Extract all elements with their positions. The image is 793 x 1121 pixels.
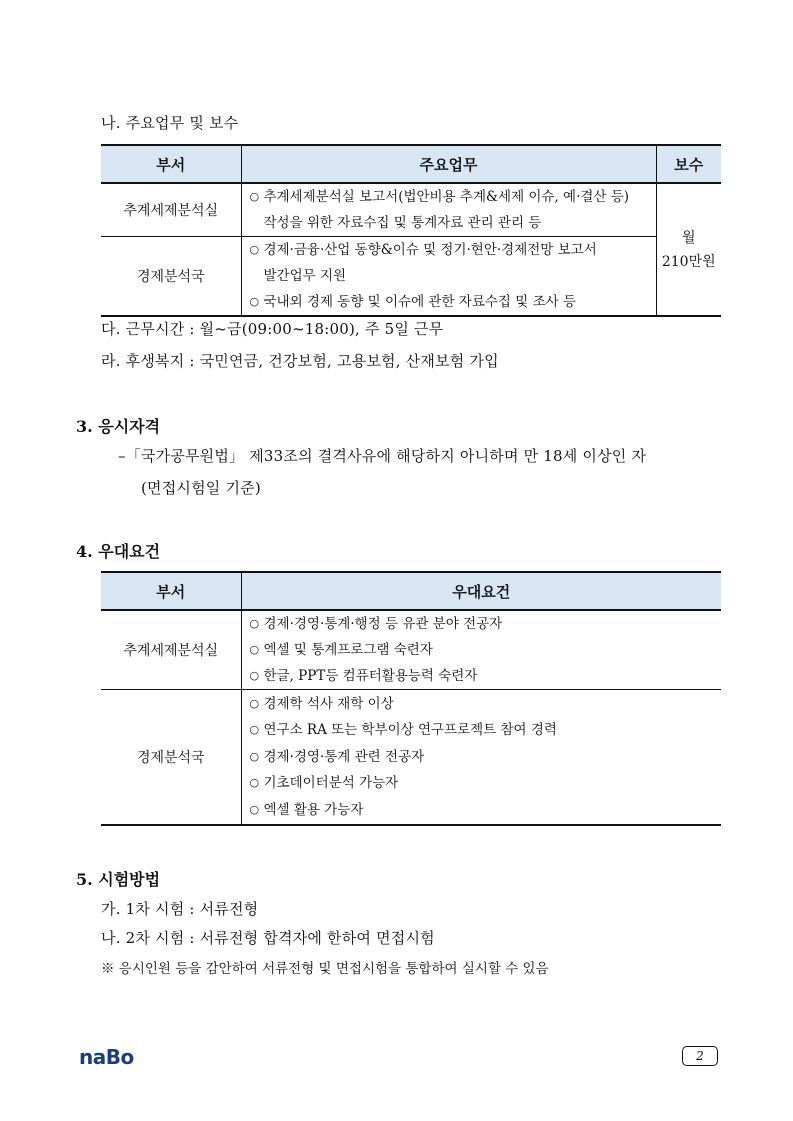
bullet-icon: ○	[249, 295, 260, 308]
nabo-logo: naBo	[79, 1045, 134, 1069]
eligibility-line-1: –「국가공무원법」 제33조의 결격사유에 해당하지 아니하며 만 18세 이상인 자	[118, 447, 647, 465]
dept-cell: 경제분석국	[101, 690, 241, 826]
preference-table	[101, 571, 721, 826]
preference-item: 연구소 RA 또는 학부이상 연구프로젝트 참여 경력	[263, 722, 557, 739]
bullet-icon: ○	[249, 749, 260, 763]
eligibility-line-2: (면접시험일 기준)	[141, 479, 261, 497]
dept-cell: 추계세제분석실	[123, 203, 219, 219]
preference-item: 기초데이터분석 가능자	[263, 775, 399, 792]
section-4-title: 4. 우대요건	[76, 542, 161, 561]
section-3-title: 3. 응시자격	[76, 417, 161, 436]
duty-line: 추계세제분석실 보고서(법안비용 추계&세제 이슈, 예·결산 등)	[263, 189, 630, 205]
header-dept: 부서	[101, 572, 241, 610]
welfare: 라. 후생복지 : 국민연금, 건강보험, 고용보험, 산재보험 가입	[101, 352, 499, 370]
pay-line-1: 월	[681, 229, 696, 246]
table-row	[101, 183, 721, 237]
work-hours: 다. 근무시간 : 월~금(09:00~18:00), 주 5일 근무	[101, 320, 444, 338]
table-row	[101, 610, 721, 690]
bullet-icon: ○	[249, 776, 260, 790]
bullet-icon: ○	[249, 643, 260, 656]
header-duties: 주요업무	[241, 145, 656, 183]
header-preference: 우대요건	[241, 572, 721, 610]
duty-line: 작성을 위한 자료수집 및 통계자료 관리 관리 등	[263, 215, 542, 231]
duty-line: 발간업무 지원	[263, 268, 347, 284]
pay-cell	[656, 183, 721, 316]
bullet-icon: ○	[249, 669, 260, 682]
preference-item: 엑셀 활용 가능자	[263, 801, 364, 818]
table-row	[101, 690, 721, 826]
dept-cell: 추계세제분석실	[123, 643, 219, 659]
preference-item: 경제·경영·통계 관련 전공자	[263, 748, 425, 765]
pay-line-2: 210만원	[661, 253, 716, 270]
bullet-icon: ○	[249, 243, 260, 256]
header-pay: 보수	[656, 145, 721, 183]
duty-line: 국내외 경제 동향 및 이슈에 관한 자료수집 및 조사 등	[263, 294, 576, 310]
preference-item: 엑셀 및 통계프로그램 숙련자	[263, 642, 433, 658]
duty-line: 경제·금융·산업 동향&이슈 및 정기·현안·경제전망 보고서	[263, 242, 597, 258]
exam-note: ※ 응시인원 등을 감안하여 서류전형 및 면접시험을 통합하여 실시할 수 있음	[101, 961, 549, 977]
bullet-icon: ○	[249, 617, 260, 630]
bullet-icon: ○	[249, 723, 260, 737]
table-row	[101, 237, 721, 317]
exam-step-2: 나. 2차 시험 : 서류전형 합격자에 한하여 면접시험	[101, 929, 435, 947]
page-number: 2	[682, 1046, 718, 1066]
dept-cell: 경제분석국	[101, 237, 241, 317]
preference-item: 한글, PPT등 컴퓨터활용능력 숙련자	[263, 668, 478, 684]
preference-item: 경제·경영·통계·행정 등 유관 분야 전공자	[263, 616, 503, 632]
bullet-icon: ○	[249, 802, 260, 816]
section-2b-title: 나. 주요업무 및 보수	[101, 114, 239, 132]
exam-step-1: 가. 1차 시험 : 서류전형	[101, 900, 259, 918]
header-dept: 부서	[101, 145, 241, 183]
bullet-icon: ○	[249, 190, 260, 203]
section-5-title: 5. 시험방법	[76, 870, 161, 889]
duties-table	[101, 144, 721, 317]
bullet-icon: ○	[249, 696, 260, 710]
preference-item: 경제학 석사 재학 이상	[263, 695, 394, 712]
